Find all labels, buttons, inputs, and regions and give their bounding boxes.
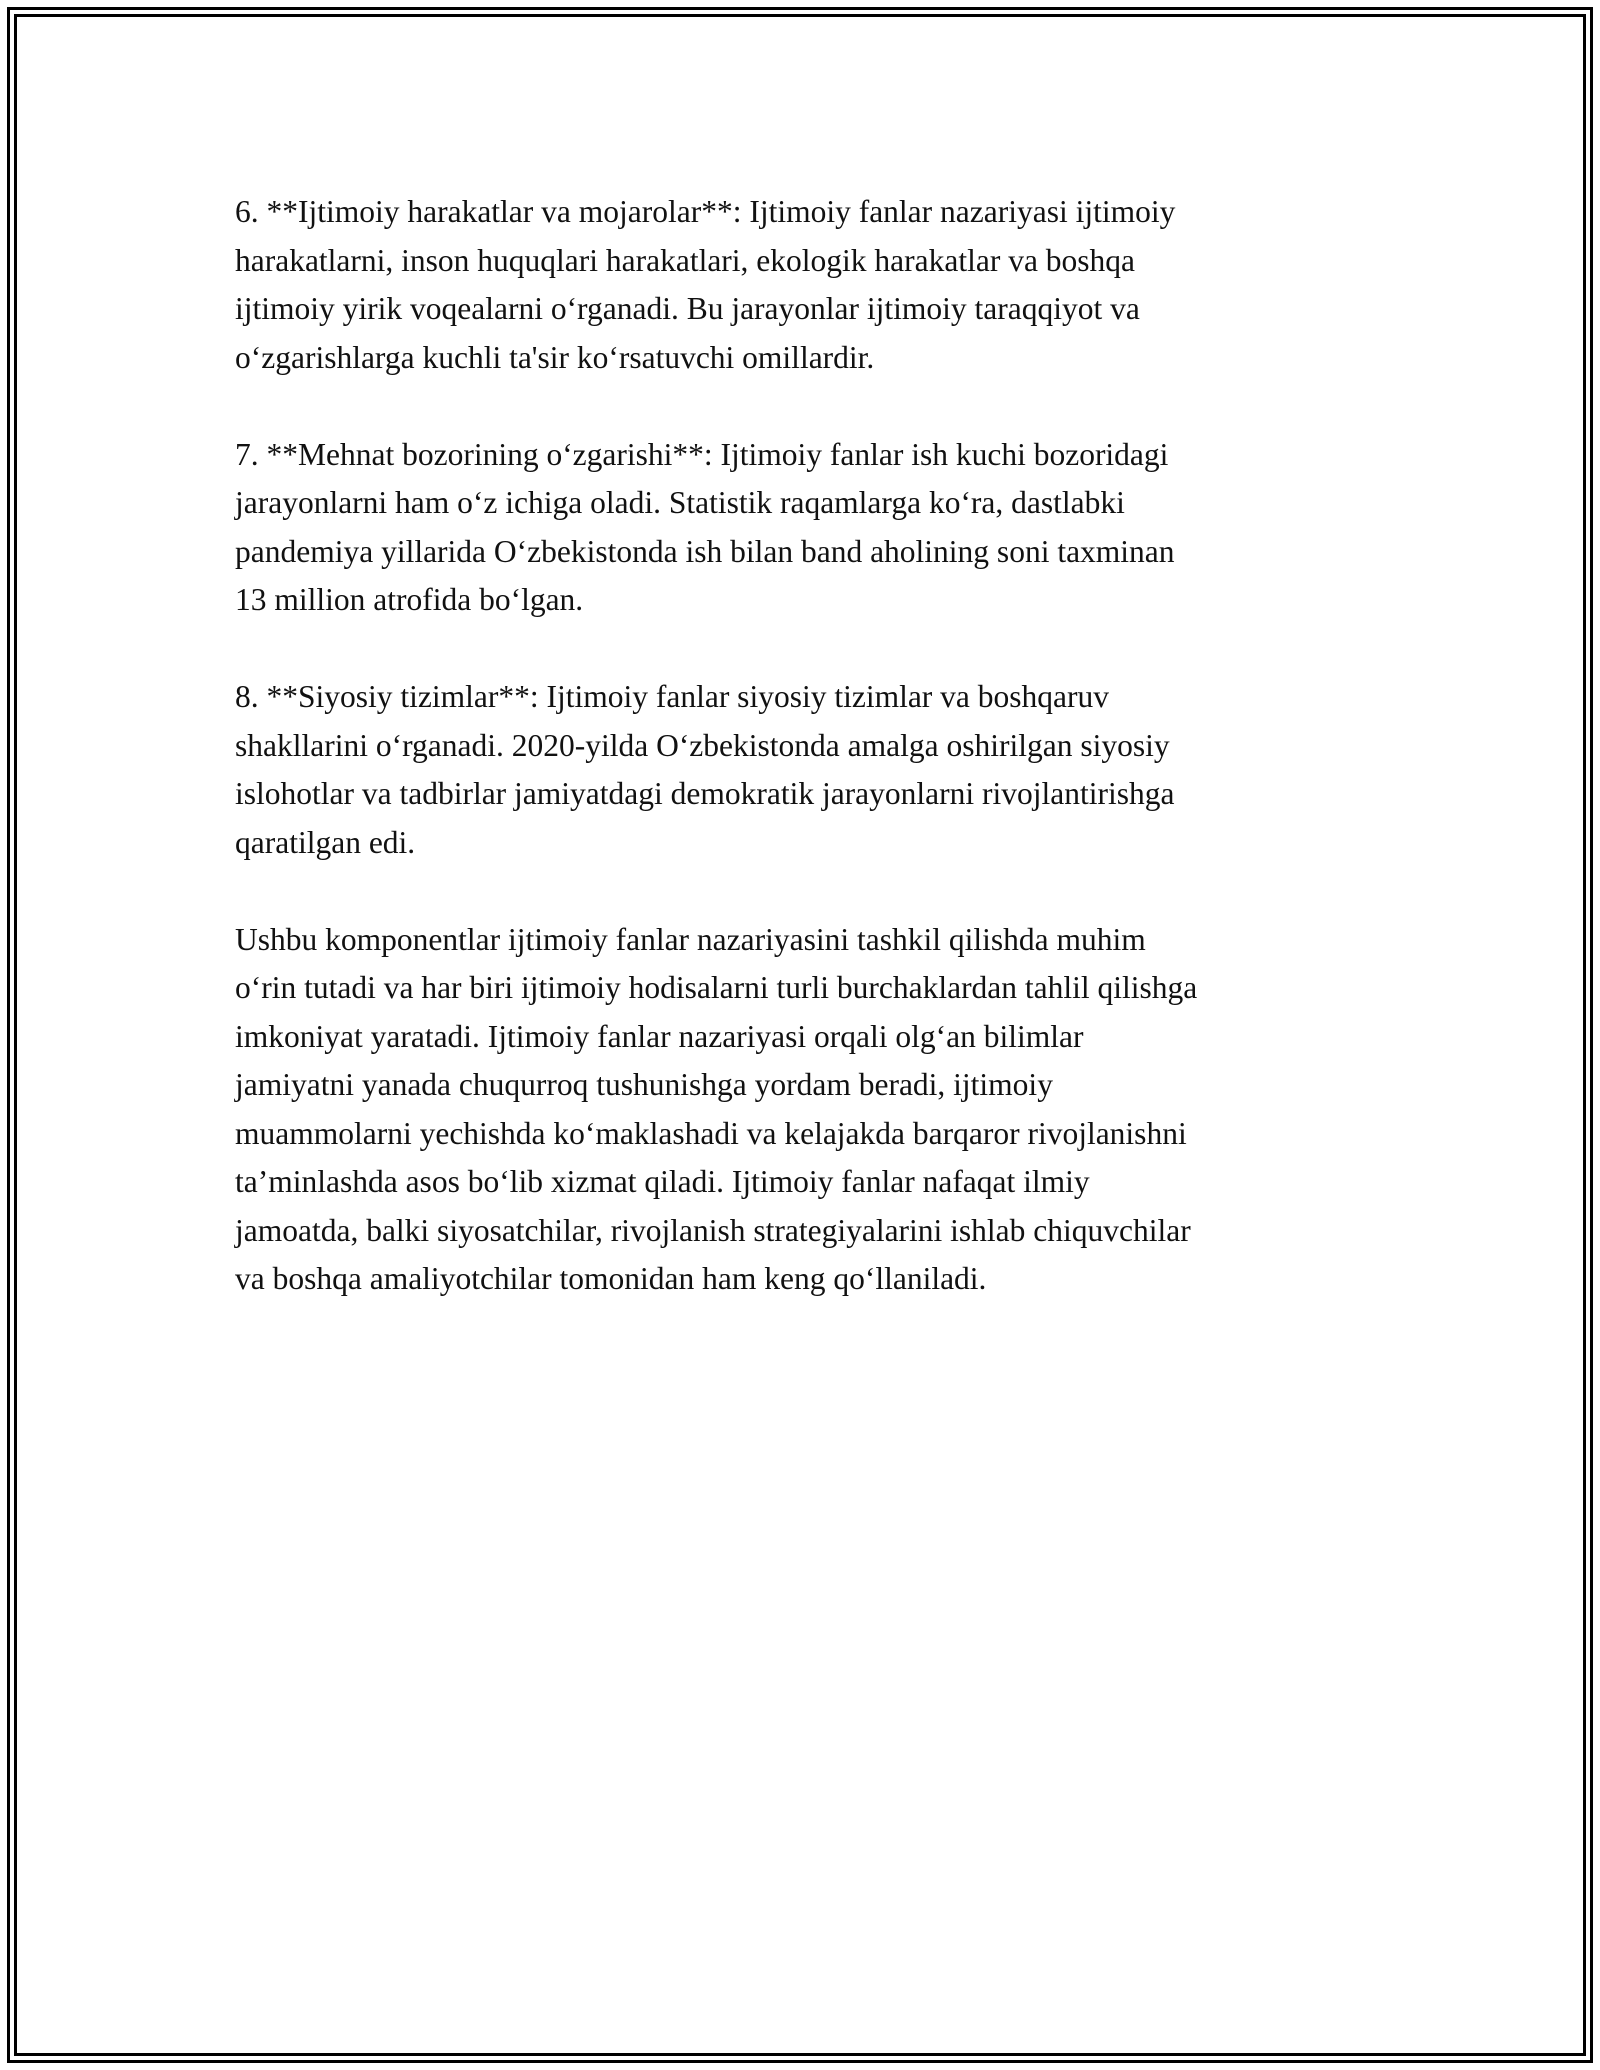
text-line: harakatlarni, inson huquqlari harakatlari, ekologik harakatlar va boshqa bbox=[235, 242, 1136, 278]
text-line: 13 million atrofida bo‘lgan. bbox=[235, 582, 584, 617]
text-line: shakllarini o‘rganadi. 2020-yilda O‘zbekistonda amalga oshirilgan siyosiy bbox=[235, 727, 1170, 763]
text-line: ta’minlashda asos bo‘lib xizmat qiladi. Ijtimoiy fanlar nafaqat ilmiy bbox=[235, 1164, 1090, 1199]
paragraph-political-systems bbox=[235, 673, 1385, 867]
text-line: qaratilgan edi. bbox=[235, 824, 416, 860]
paragraph-social-movements bbox=[235, 188, 1385, 382]
text-line: muammolarni yechishda ko‘maklashadi va kelajakda barqaror rivojlanishni bbox=[235, 1115, 1187, 1151]
text-line: imkoniyat yaratadi. Ijtimoiy fanlar nazariyasi orqali olg‘an bilimlar bbox=[235, 1018, 1084, 1054]
text-line: o‘rin tutadi va har biri ijtimoiy hodisalarni turli burchaklardan tahlil qilishga bbox=[235, 970, 1198, 1005]
document-body bbox=[235, 188, 1385, 1304]
text-line: 6. **Ijtimoiy harakatlar va mojarolar**: Ijtimoiy fanlar nazariyasi ijtimoiy bbox=[235, 194, 1176, 229]
text-line: Ushbu komponentlar ijtimoiy fanlar nazariyasini tashkil qilishda muhim bbox=[235, 921, 1146, 957]
text-line: ijtimoiy yirik voqealarni o‘rganadi. Bu jarayonlar ijtimoiy taraqqiyot va bbox=[235, 291, 1140, 326]
text-line: pandemiya yillarida O‘zbekistonda ish bilan band aholining soni taxminan bbox=[235, 533, 1175, 569]
paragraph-conclusion bbox=[235, 916, 1385, 1304]
text-line: o‘zgarishlarga kuchli ta'sir ko‘rsatuvchi omillardir. bbox=[235, 339, 875, 375]
text-line: islohotlar va tadbirlar jamiyatdagi demokratik jarayonlarni rivojlantirishga bbox=[235, 776, 1175, 811]
text-line: jarayonlarni ham o‘z ichiga oladi. Statistik raqamlarga ko‘ra, dastlabki bbox=[235, 485, 1125, 520]
text-line: jamoatda, balki siyosatchilar, rivojlanish strategiyalarini ishlab chiquvchilar bbox=[235, 1212, 1191, 1248]
paragraph-labor-market bbox=[235, 431, 1385, 625]
text-line: jamiyatni yanada chuqurroq tushunishga yordam beradi, ijtimoiy bbox=[235, 1067, 1053, 1102]
text-line: 8. **Siyosiy tizimlar**: Ijtimoiy fanlar siyosiy tizimlar va boshqaruv bbox=[235, 679, 1110, 714]
text-line: va boshqa amaliyotchilar tomonidan ham keng qo‘llaniladi. bbox=[235, 1261, 987, 1296]
text-line: 7. **Mehnat bozorining o‘zgarishi**: Ijtimoiy fanlar ish kuchi bozoridagi bbox=[235, 436, 1169, 472]
